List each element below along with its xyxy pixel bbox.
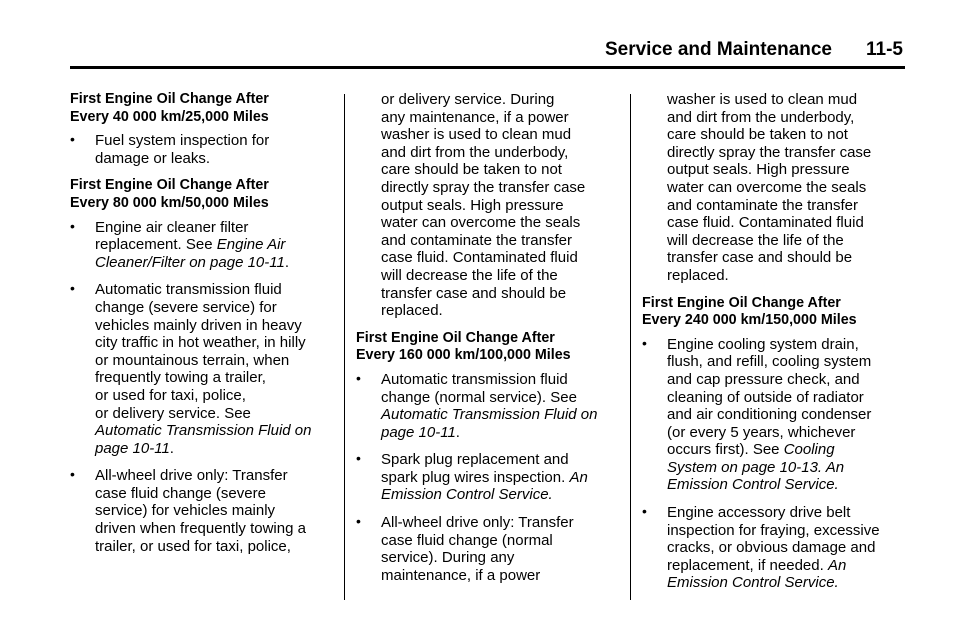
bullet-icon: • (642, 503, 647, 520)
cross-reference-link: Cooling (783, 441, 835, 459)
bullet-icon: • (356, 369, 361, 386)
list-item: • Engine accessory drive belt inspection for fraying, excessive cracks, or obvious damage and replacement, if needed. An Emission Control Service. (642, 503, 880, 592)
column-1 (70, 91, 332, 565)
continued-paragraph: washer is used to clean mud and dirt from the underbody, care should be taken to not directly spray the transfer case output seals. High pressure water can overcome the seals and contaminate the transfer case fluid. Contaminated fluid will decrease the life of the transfer case and should be replaced. (667, 91, 872, 284)
cross-reference-link: page 10-11 (381, 423, 456, 441)
cross-reference-link: Automatic Transmission Fluid on (381, 406, 598, 424)
page-header (70, 38, 905, 69)
bullet-icon: • (70, 131, 75, 148)
cross-reference-link: Cleaner/Filter on page 10-11 (95, 253, 285, 271)
list-item: • Spark plug replacement and spark plug wires inspection. An Emission Control Service. (356, 450, 588, 504)
list-item: • Automatic transmission fluid change (normal service). See Automatic Transmission Fluid on page 10-11. (356, 369, 598, 441)
list-item: • Automatic transmission fluid change (severe service) for vehicles mainly driven in heavy city traffic in hot weather, in hilly or mountainous terrain, when frequently towing a trailer, or used for taxi, police, or delivery service. See Automatic Transmission Fluid on page 10-11. (70, 280, 312, 457)
bullet-icon: • (642, 334, 647, 351)
bullet-icon: • (356, 513, 361, 530)
bullet-icon: • (70, 217, 75, 234)
cross-reference-link: Engine Air (216, 236, 286, 254)
column-2 (356, 91, 626, 594)
column-divider-1 (344, 94, 345, 600)
bullet-icon: • (70, 280, 75, 297)
list-item: • All-wheel drive only: Transfer case fluid change (severe service) for vehicles mainly driven when frequently towing a trailer, or used for taxi, police, (70, 466, 306, 555)
bullet-icon: • (356, 450, 361, 467)
bullet-icon: • (70, 466, 75, 483)
continued-paragraph: or delivery service. During any maintenance, if a power washer is used to clean mud and dirt from the underbody, care should be taken to not directly spray the transfer case output seals. High pressure water can overcome the seals and contaminate the transfer case fluid. Contaminated fluid will decrease the life of the transfer case and should be replaced. (381, 91, 586, 320)
column-divider-2 (630, 94, 631, 600)
section-title: Service and Maintenance (604, 39, 833, 60)
list-item: • Fuel system inspection for damage or leaks. (70, 131, 270, 167)
column-3 (642, 91, 904, 602)
list-item: • Engine cooling system drain, flush, and refill, cooling system and cap pressure check, and cleaning of outside of radiator and air conditioning condenser (or every 5 years, whichever occurs first). See Cooling System on page 10-13. An Emission Control Service. (642, 334, 872, 494)
header-text (605, 38, 903, 62)
cross-reference-link: Automatic Transmission Fluid on (95, 422, 312, 440)
section-heading-240000: First Engine Oil Change After Every 240 000 km/150,000 Miles (642, 294, 857, 329)
cross-reference-link: page 10-11 (95, 439, 170, 457)
section-heading-80000: First Engine Oil Change After Every 80 000 km/50,000 Miles (70, 177, 269, 211)
page-number: 11-5 (866, 39, 903, 60)
list-item: • Engine air cleaner filter replacement. See Engine Air Cleaner/Filter on page 10-11. (70, 217, 290, 271)
cross-reference-link: System on page 10-13. An (667, 458, 845, 476)
list-item: • All-wheel drive only: Transfer case fluid change (normal service). During any maintenance, if a power (356, 513, 574, 584)
section-heading-40000: First Engine Oil Change After Every 40 000 km/25,000 Miles (70, 91, 269, 125)
section-heading-160000: First Engine Oil Change After Every 160 000 km/100,000 Miles (356, 329, 571, 364)
